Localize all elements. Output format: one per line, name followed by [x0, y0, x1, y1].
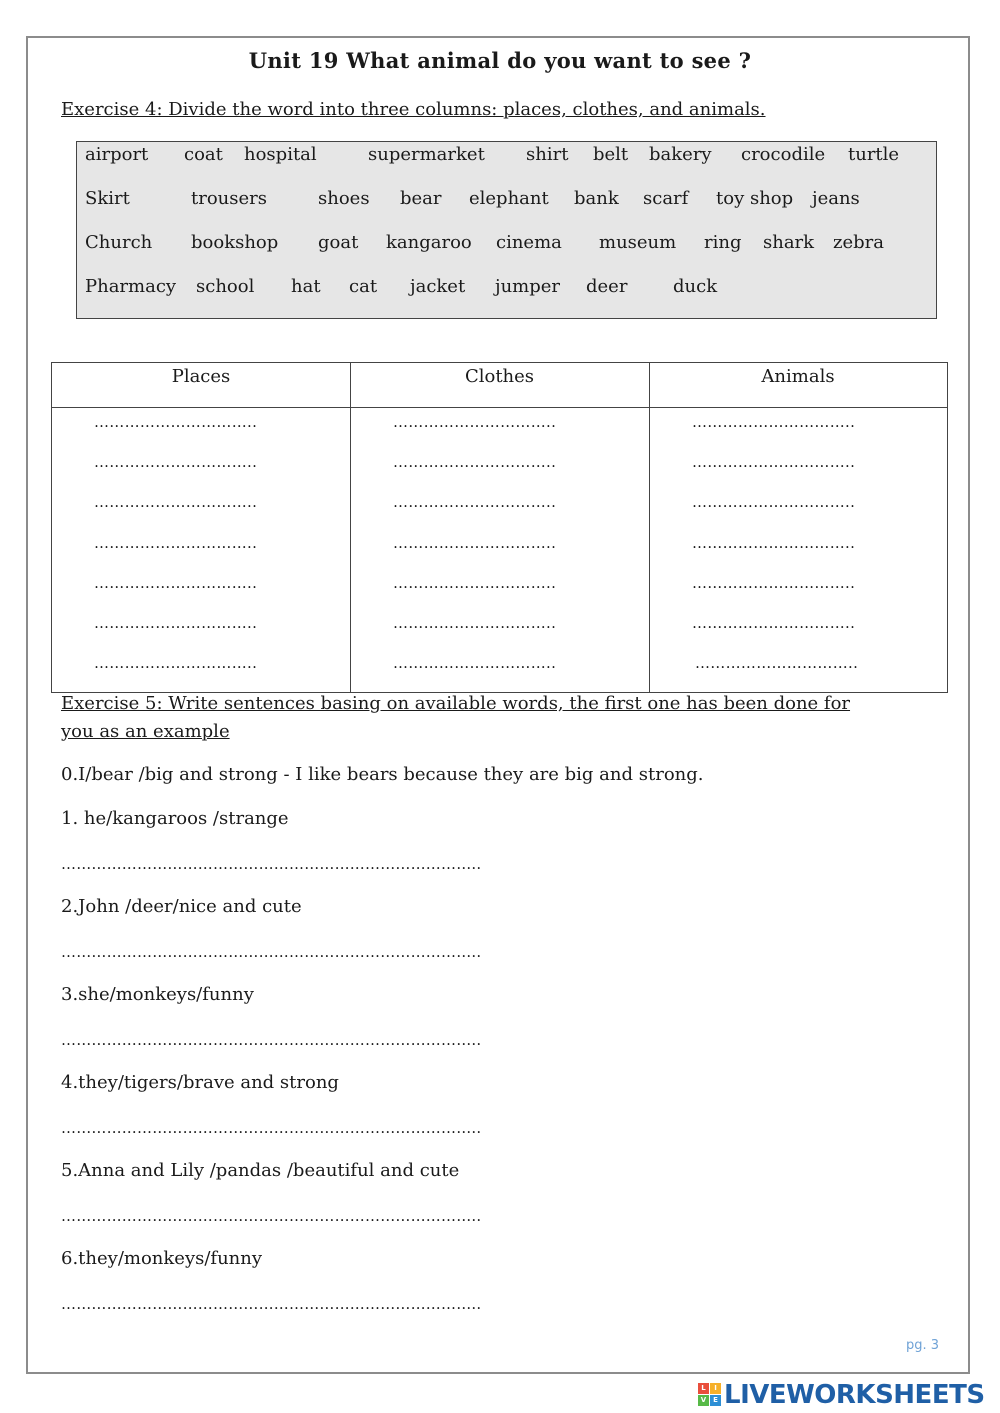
word-bank-item[interactable]: goat — [318, 232, 359, 253]
word-bank-item[interactable]: bank — [574, 188, 619, 209]
places-answer-blank[interactable]: ………………………….. — [94, 413, 258, 431]
word-bank-item[interactable]: kangaroo — [386, 232, 472, 253]
word-bank-item[interactable]: toy shop — [716, 188, 794, 209]
word-bank-item[interactable]: scarf — [643, 188, 689, 209]
word-bank-item[interactable]: airport — [85, 144, 149, 165]
word-bank-item[interactable]: elephant — [469, 188, 549, 209]
animals-answer-blank[interactable]: ………………………….. — [692, 534, 856, 552]
word-bank-item[interactable]: bakery — [649, 144, 712, 165]
clothes-answer-blank[interactable]: ………………………….. — [393, 493, 557, 511]
clothes-answer-blank[interactable]: ………………………….. — [393, 574, 557, 592]
answer-line-2[interactable]: ……………………………………………………………………….. — [61, 943, 482, 961]
word-bank-item[interactable]: Skirt — [85, 188, 130, 209]
word-bank-item[interactable]: coat — [184, 144, 223, 165]
word-bank-item[interactable]: bookshop — [191, 232, 279, 253]
word-bank-item[interactable]: duck — [673, 276, 718, 297]
column-divider — [649, 363, 650, 692]
places-answer-blank[interactable]: ………………………….. — [94, 493, 258, 511]
animals-answer-blank[interactable]: ………………………….. — [692, 574, 856, 592]
prompt-6: 6.they/monkeys/funny — [61, 1248, 263, 1269]
word-bank-item[interactable]: hat — [291, 276, 321, 297]
places-answer-blank[interactable]: ………………………….. — [94, 574, 258, 592]
prompt-4: 4.they/tigers/brave and strong — [61, 1072, 339, 1093]
answer-line-6[interactable]: ……………………………………………………………………….. — [61, 1295, 482, 1313]
animals-answer-blank[interactable]: ………………………….. — [695, 654, 859, 672]
places-answer-blank[interactable]: ………………………….. — [94, 453, 258, 471]
answer-line-3[interactable]: ……………………………………………………………………….. — [61, 1031, 482, 1049]
animals-answer-blank[interactable]: ………………………….. — [692, 453, 856, 471]
word-bank-item[interactable]: jacket — [410, 276, 466, 297]
prompt-3: 3.she/monkeys/funny — [61, 984, 254, 1005]
clothes-answer-blank[interactable]: ………………………….. — [393, 654, 557, 672]
word-bank-item[interactable]: trousers — [191, 188, 267, 209]
clothes-answer-blank[interactable]: ………………………….. — [393, 453, 557, 471]
word-bank-item[interactable]: crocodile — [741, 144, 826, 165]
animals-answer-blank[interactable]: ………………………….. — [692, 413, 856, 431]
places-answer-blank[interactable]: ………………………….. — [94, 654, 258, 672]
word-bank-item[interactable]: zebra — [833, 232, 884, 253]
answer-line-1[interactable]: ……………………………………………………………………….. — [61, 855, 482, 873]
prompt-2: 2.John /deer/nice and cute — [61, 896, 302, 917]
exercise-4-heading: Exercise 4: Divide the word into three columns: places, clothes, and animals. — [61, 99, 766, 120]
sort-table — [51, 362, 948, 693]
places-answer-blank[interactable]: ………………………….. — [94, 534, 258, 552]
column-divider — [350, 363, 351, 692]
animals-answer-blank[interactable]: ………………………….. — [692, 493, 856, 511]
page-number: pg. 3 — [906, 1338, 940, 1353]
word-bank-item[interactable]: school — [196, 276, 255, 297]
word-bank-item[interactable]: jeans — [812, 188, 860, 209]
word-bank-item[interactable]: deer — [586, 276, 628, 297]
word-bank-item[interactable]: Church — [85, 232, 153, 253]
places-answer-blank[interactable]: ………………………….. — [94, 614, 258, 632]
exercise-5-heading-cont: you as an example — [61, 721, 230, 742]
word-bank-item[interactable]: museum — [599, 232, 677, 253]
word-bank-item[interactable]: hospital — [244, 144, 317, 165]
word-bank-item[interactable]: belt — [593, 144, 629, 165]
example-sentence: 0.I/bear /big and strong - I like bears because they are big and strong. — [61, 764, 704, 785]
word-bank-item[interactable]: supermarket — [368, 144, 485, 165]
word-bank-item[interactable]: turtle — [848, 144, 900, 165]
brand-name: LIVEWORKSHEETS — [724, 1380, 985, 1410]
word-bank-item[interactable]: cinema — [496, 232, 562, 253]
word-bank-item[interactable]: shoes — [318, 188, 370, 209]
answer-line-5[interactable]: ……………………………………………………………………….. — [61, 1207, 482, 1225]
animals-answer-blank[interactable]: ………………………….. — [692, 614, 856, 632]
liveworksheets-brand[interactable] — [698, 1380, 985, 1410]
worksheet-title: Unit 19 What animal do you want to see ? — [248, 48, 752, 73]
column-header-animals: Animals — [761, 366, 835, 387]
word-bank-item[interactable]: shirt — [526, 144, 569, 165]
word-bank-item[interactable]: shark — [763, 232, 815, 253]
column-header-clothes: Clothes — [464, 366, 535, 387]
clothes-answer-blank[interactable]: ………………………….. — [393, 614, 557, 632]
word-bank-item[interactable]: cat — [349, 276, 378, 297]
word-bank-item[interactable]: Pharmacy — [85, 276, 177, 297]
word-bank — [76, 141, 937, 319]
liveworksheets-logo-icon: L I V E — [698, 1383, 722, 1407]
answer-line-4[interactable]: ……………………………………………………………………….. — [61, 1119, 482, 1137]
word-bank-item[interactable]: jumper — [495, 276, 561, 297]
prompt-1: 1. he/kangaroos /strange — [61, 808, 289, 829]
word-bank-item[interactable]: bear — [400, 188, 442, 209]
clothes-answer-blank[interactable]: ………………………….. — [393, 534, 557, 552]
word-bank-item[interactable]: ring — [704, 232, 742, 253]
exercise-5-heading: Exercise 5: Write sentences basing on available words, the first one has been done for — [61, 693, 851, 714]
prompt-5: 5.Anna and Lily /pandas /beautiful and cute — [61, 1160, 460, 1181]
column-header-places: Places — [171, 366, 231, 387]
clothes-answer-blank[interactable]: ………………………….. — [393, 413, 557, 431]
